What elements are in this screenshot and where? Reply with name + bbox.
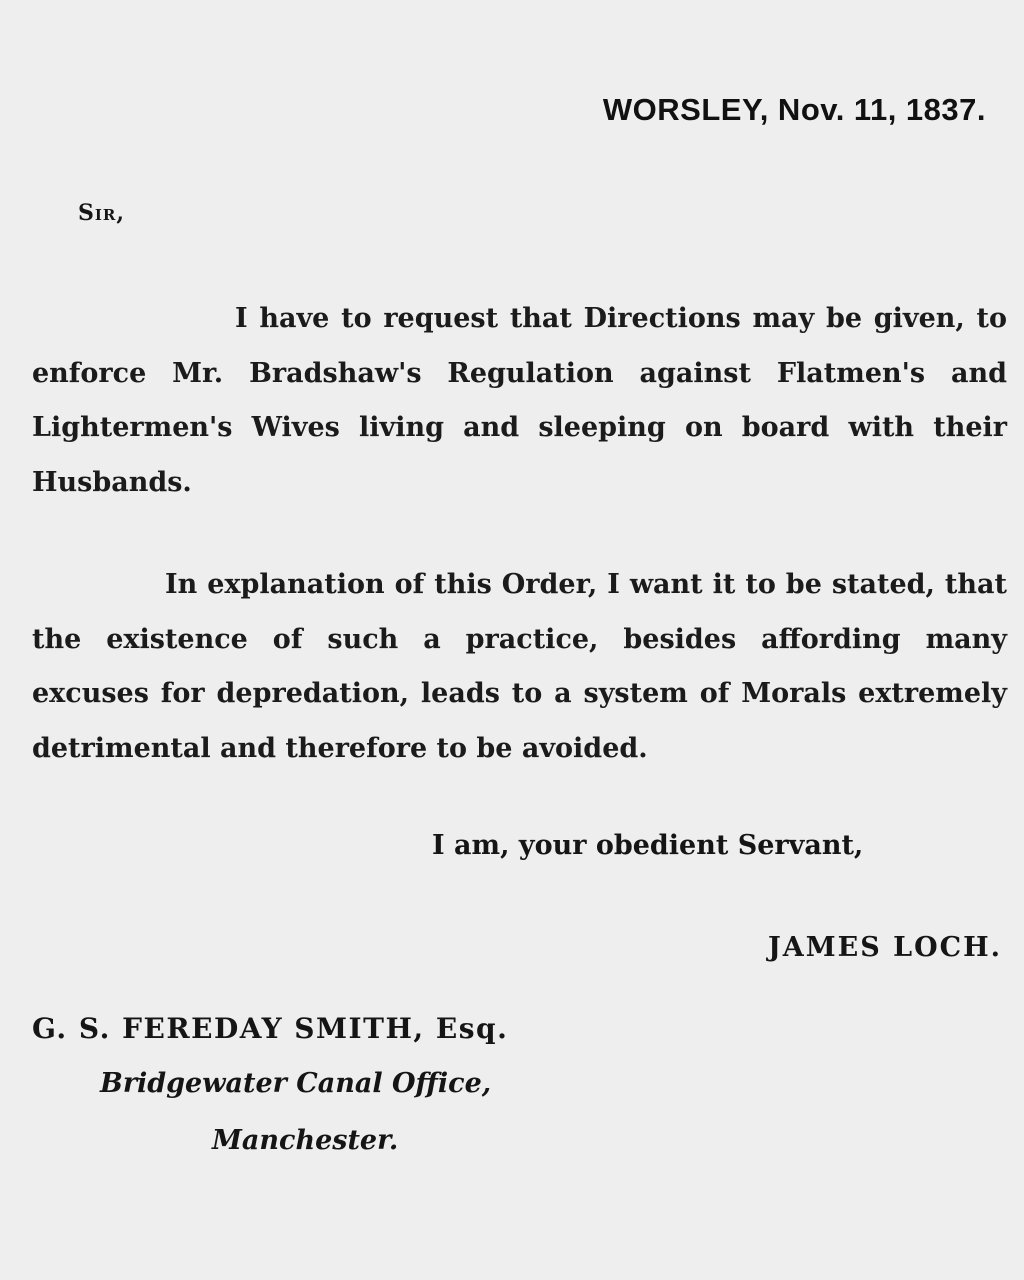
closing-line: I am, your obedient Servant,: [432, 830, 864, 861]
addressee-city: Manchester.: [212, 1125, 399, 1156]
signature: JAMES LOCH.: [768, 932, 1002, 963]
addressee-name: G. S. FEREDAY SMITH, Esq.: [32, 1012, 509, 1045]
addressee-office: Bridgewater Canal Office,: [100, 1068, 492, 1099]
dateline: WORSLEY, Nov. 11, 1837.: [602, 92, 986, 127]
body-paragraph-1: I have to request that Directions may be given, to enforce Mr. Bradshaw's Regulation against Flatmen's and Lightermen's Wives living and sleeping on board with their Husbands.: [32, 303, 1007, 498]
salutation: Sir,: [78, 200, 126, 226]
body-paragraph-2: In explanation of this Order, I want it to be stated, that the existence of such a practice, besides affording many excuses for depredation, leads to a system of Morals extremely detrimental and therefore to be avoided.: [32, 569, 1007, 764]
